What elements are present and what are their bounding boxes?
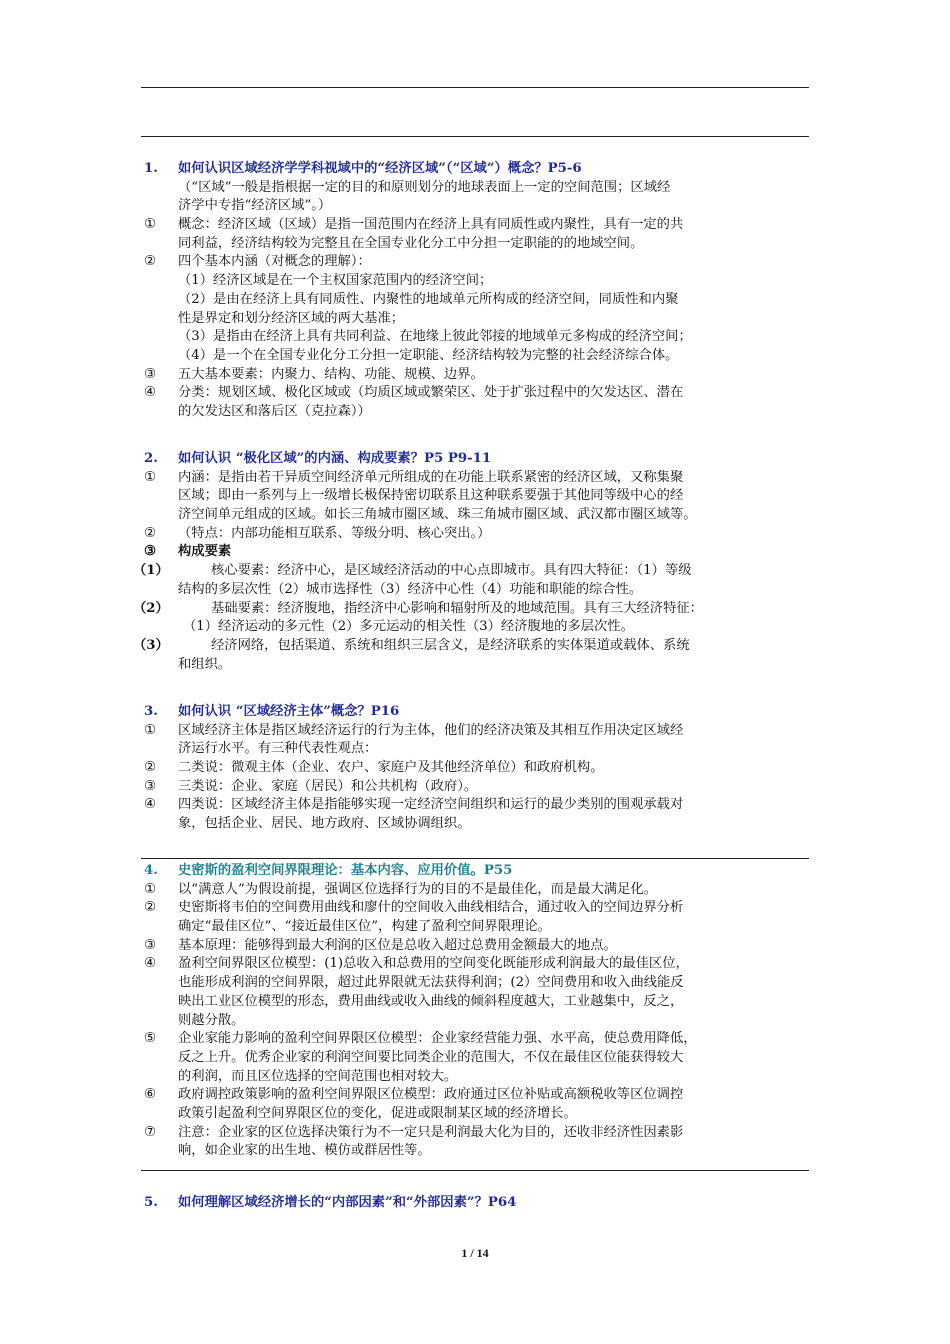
item-text: 区域经济主体是指区域经济运行的行为主体，他们的经济决策及其相互作用决定区域经 bbox=[178, 722, 684, 738]
section-heading bbox=[141, 160, 809, 179]
list-item bbox=[141, 543, 809, 562]
item-marker: ⑤ bbox=[144, 1031, 156, 1047]
item-text: 四个基本内涵（对概念的理解）： bbox=[178, 254, 371, 270]
item-marker: （3） bbox=[133, 637, 169, 653]
list-item bbox=[141, 937, 809, 956]
item-marker: ⑦ bbox=[144, 1124, 156, 1140]
item-text: 政府调控政策影响的盈利空间界限区位模型：政府通过区位补贴或高额税收等区位调控 bbox=[178, 1087, 684, 1103]
item-text: （1）经济区域是在一个主权国家范围内的经济空间； bbox=[178, 273, 493, 289]
item-text: 分类：规划区域、极化区域或（均质区域或繁荣区、处于扩张过程中的欠发达区、潜在 bbox=[178, 385, 684, 401]
item-text: 内涵：是指由若干异质空间经济单元所组成的在功能上联系紧密的经济区域，又称集聚 bbox=[178, 469, 684, 485]
item-text: 结构的多层次性（2）城市选择性（3）经济中心性（4）功能和职能的综合性。 bbox=[178, 581, 643, 597]
section-1 bbox=[141, 160, 809, 422]
list-item bbox=[141, 525, 809, 544]
section-5 bbox=[141, 1194, 809, 1213]
page-number: 1 / 14 bbox=[461, 1246, 489, 1260]
item-text: （3）是指由在经济上具有共同利益、在地缘上彼此邻接的地域单元多构成的经济空间； bbox=[178, 329, 692, 345]
item-marker: ④ bbox=[144, 797, 156, 813]
section-4 bbox=[141, 862, 809, 1161]
item-text: 盈利空间界限区位模型：(1)总收入和总费用的空间变化既能形成利润最大的最佳区位， bbox=[178, 956, 689, 972]
section-heading bbox=[141, 862, 809, 881]
item-marker: ② bbox=[144, 900, 156, 916]
item-text: 基本原理：能够得到最大利润的区位是总收入超过总费用金额最大的地点。 bbox=[178, 937, 617, 953]
item-marker: ② bbox=[144, 525, 156, 541]
section-4-bottom-rule bbox=[141, 1170, 809, 1171]
top-rule bbox=[141, 87, 809, 88]
section-3 bbox=[141, 703, 809, 834]
item-text: 概念：经济区域（区域）是指一国范围内在经济上具有同质性或内聚性，具有一定的共 bbox=[178, 217, 684, 233]
list-item bbox=[141, 366, 809, 385]
item-text: 的欠发达区和落后区（克拉森）） bbox=[178, 403, 371, 419]
item-marker: ① bbox=[144, 469, 156, 485]
section-title: 如何认识 “极化区域”的内涵、构成要素？P5 P9-11 bbox=[178, 451, 492, 466]
list-item bbox=[141, 1124, 809, 1143]
item-text: 史密斯将韦伯的空间费用曲线和廖什的空间收入曲线相结合，通过收入的空间边界分析 bbox=[178, 900, 684, 916]
item-marker: （1） bbox=[133, 563, 169, 579]
list-item bbox=[141, 384, 809, 403]
section-number: 1. bbox=[144, 161, 158, 176]
item-text: 注意：企业家的区位选择决策行为不一定只是利润最大化为目的，还收非经济性因素影 bbox=[178, 1124, 684, 1140]
item-text: 性是界定和划分经济区域的两大基准； bbox=[178, 310, 405, 326]
item-text: 同利益，经济结构较为完整且在全国专业化分工中分担一定职能的的地域空间。 bbox=[178, 235, 644, 251]
section-heading bbox=[141, 1194, 809, 1213]
item-text: 二类说：微观主体（企业、农户、家庭户及其他经济单位）和政府机构。 bbox=[178, 760, 604, 776]
item-text: 反之上升。优秀企业家的利润空间要比同类企业的范围大，不仅在最佳区位能获得较大 bbox=[178, 1049, 684, 1065]
section-number: 2. bbox=[144, 451, 158, 466]
item-text: 映出工业区位模型的形态，费用曲线或收入曲线的倾斜程度越大，工业越集中，反之， bbox=[178, 993, 684, 1009]
list-item bbox=[133, 637, 809, 656]
item-marker: ① bbox=[144, 722, 156, 738]
item-marker: ⑥ bbox=[144, 1087, 156, 1103]
section-number: 5. bbox=[144, 1195, 158, 1210]
item-marker: ③ bbox=[144, 544, 156, 560]
item-text: （2）是由在经济上具有同质性、内聚性的地域单元所构成的经济空间，同质性和内聚 bbox=[178, 291, 679, 307]
item-text: 基础要素：经济腹地，指经济中心影响和辐射所及的地域范围。具有三大经济特征： bbox=[211, 600, 703, 616]
item-marker: ② bbox=[144, 254, 156, 270]
item-text: 确定“最佳区位”、“接近最佳区位”，构建了盈利空间界限理论。 bbox=[178, 919, 551, 935]
item-marker: ③ bbox=[144, 778, 156, 794]
item-marker: ② bbox=[144, 760, 156, 776]
item-text: 经济网络，包括渠道、系统和组织三层含义，是经济联系的实体渠道或载体、系统 bbox=[211, 637, 690, 653]
item-text: 核心要素：经济中心，是区域经济活动的中心点即城市。具有四大特征：（1）等级 bbox=[211, 563, 692, 579]
item-text: 五大基本要素：内聚力、结构、功能、规模、边界。 bbox=[178, 366, 484, 382]
section-title: 如何认识区域经济学学科视域中的“经济区域”（“区域”）概念？P5-6 bbox=[178, 161, 582, 176]
list-item bbox=[141, 1030, 809, 1049]
list-item bbox=[141, 796, 809, 815]
list-item bbox=[141, 759, 809, 778]
list-item bbox=[141, 722, 809, 741]
item-text: 济运行水平。有三种代表性观点： bbox=[178, 741, 378, 757]
header-rule bbox=[141, 136, 809, 137]
list-item bbox=[141, 253, 809, 272]
item-text: 响，如企业家的出生地、模仿或群居性等。 bbox=[178, 1143, 431, 1159]
item-marker: ① bbox=[144, 881, 156, 897]
item-marker: ① bbox=[144, 217, 156, 233]
list-item bbox=[141, 469, 809, 488]
section-heading bbox=[141, 450, 809, 469]
section-number: 4. bbox=[144, 863, 158, 878]
item-text: 的利润，而且区位选择的空间范围也相对较大。 bbox=[178, 1068, 458, 1084]
item-text: 企业家能力影响的盈利空间界限区位模型：企业家经营能力强、水平高，使总费用降低， bbox=[178, 1031, 697, 1047]
item-text: 济空间单元组成的区域。如长三角城市圈区域、珠三角城市圈区域、武汉都市圈区域等。 bbox=[178, 507, 697, 523]
list-item bbox=[133, 600, 809, 619]
item-text: 象，包括企业、居民、地方政府、区域协调组织。 bbox=[178, 816, 471, 832]
item-text: （4）是一个在全国专业化分工分担一定职能、经济结构较为完整的社会经济综合体。 bbox=[178, 347, 679, 363]
item-text: 区域；即由一系列与上一级增长极保持密切联系且这种联系要强于其他同等级中心的经 bbox=[178, 488, 684, 504]
item-text: （特点：内部功能相互联系、等级分明、核心突出。） bbox=[178, 525, 491, 541]
item-text: 三类说：企业、家庭（居民）和公共机构（政府）。 bbox=[178, 778, 478, 794]
list-item bbox=[141, 899, 809, 918]
section-title: 如何认识 “区域经济主体”概念？P16 bbox=[178, 704, 400, 719]
item-text: 构成要素 bbox=[178, 544, 232, 560]
item-text: 和组织。 bbox=[178, 656, 232, 672]
list-item bbox=[141, 1086, 809, 1105]
item-marker: ③ bbox=[144, 366, 156, 382]
item-text: 政策引起盈利空间界限区位的变化，促进或限制某区域的经济增长。 bbox=[178, 1105, 577, 1121]
section-4-top-rule bbox=[141, 858, 809, 859]
list-item bbox=[141, 955, 809, 974]
intro-line: 济学中专指“经济区域”。） bbox=[178, 198, 332, 214]
section-title: 史密斯的盈利空间界限理论：基本内容、应用价值。P55 bbox=[178, 863, 513, 878]
list-item bbox=[133, 562, 809, 581]
item-text: （1）经济运动的多元性（2）多元运动的相关性（3）经济腹地的多层次性。 bbox=[183, 619, 634, 635]
item-marker: ③ bbox=[144, 937, 156, 953]
item-text: 以“满意人”为假设前提，强调区位选择行为的目的不是最佳化，而是最大满足化。 bbox=[178, 881, 657, 897]
item-text: 四类说：区域经济主体是指能够实现一定经济空间组织和运行的最少类别的围观承载对 bbox=[178, 797, 684, 813]
item-marker: ④ bbox=[144, 385, 156, 401]
item-text: 也能形成利润的空间界限，超过此界限就无法获得利润；(2）空间费用和收入曲线能反 bbox=[178, 975, 684, 991]
list-item bbox=[141, 778, 809, 797]
section-title: 如何理解区域经济增长的“内部因素”和“外部因素”？P64 bbox=[178, 1195, 517, 1210]
list-item bbox=[141, 216, 809, 235]
section-2 bbox=[133, 450, 809, 674]
intro-line: （“区域”一般是指根据一定的目的和原则划分的地球表面上一定的空间范围；区域经 bbox=[178, 179, 671, 195]
item-marker: （2） bbox=[133, 600, 169, 616]
item-marker: ④ bbox=[144, 956, 156, 972]
section-number: 3. bbox=[144, 704, 158, 719]
section-heading bbox=[141, 703, 809, 722]
item-text: 则越分散。 bbox=[178, 1012, 245, 1028]
list-item bbox=[141, 881, 809, 900]
